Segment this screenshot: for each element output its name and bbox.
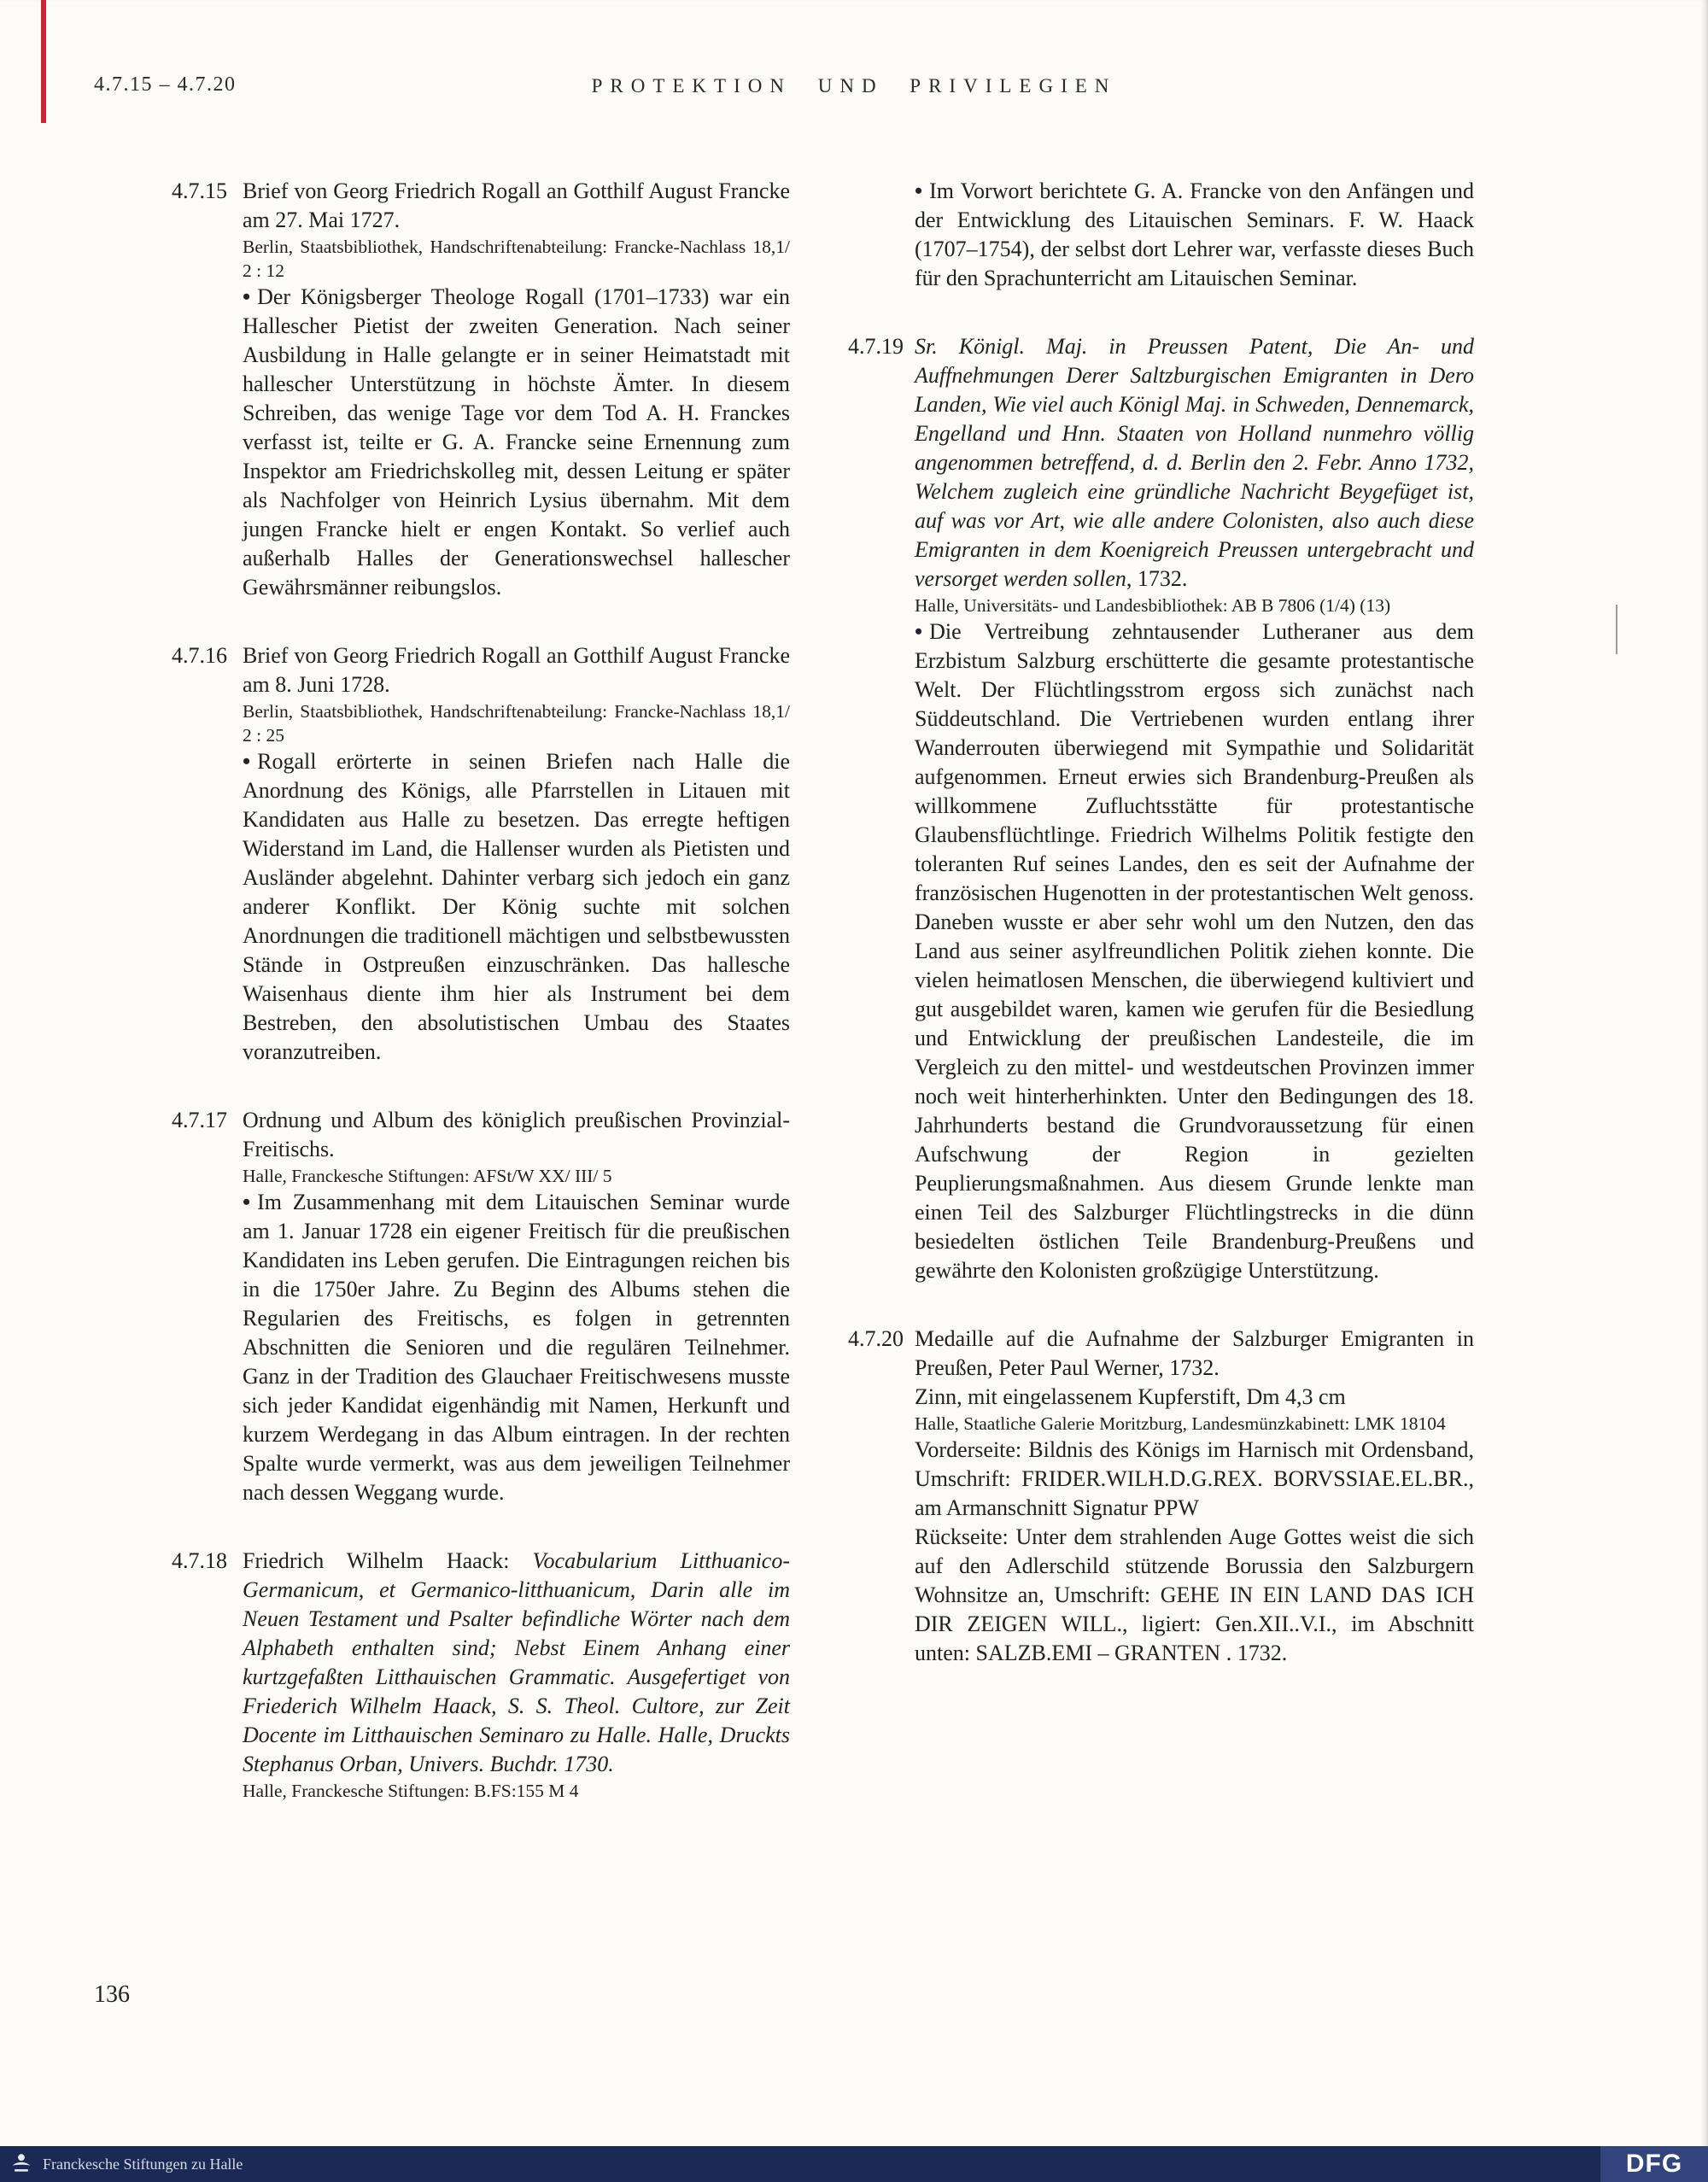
entry-comment	[243, 747, 790, 1067]
page-number: 136	[94, 1981, 130, 2008]
entry-comment-text: Im Vorwort berichtete G. A. Francke von den Anfängen und der Entwicklung des Litauischen Seminars. F. W. Haack (1707–1754), der selbst dort Lehrer war, verfasste dieses Buch für den Sprachunterricht am Litauischen Seminar.	[915, 178, 1474, 290]
entry-number: 4.7.15	[172, 178, 227, 203]
entry-obverse-description: Vorderseite: Bildnis des Königs im Harnisch mit Ordensband, Umschrift: FRIDER.WILH.D.G.REX. BORVSSIAE.EL.BR., am Armanschnitt Signatur PPW	[915, 1437, 1474, 1520]
entry-comment-text: Rogall erörterte in seinen Briefen nach Halle die Anordnung des Königs, alle Pfarrstellen in Litauen mit Kandidaten aus Halle zu besetzen. Das erregte heftigen Widerstand im Land, die Hallenser wurden als Pietisten und Ausländer abgelehnt. Dahinter verbarg sich jedoch ein ganz anderer Konflikt. Der König suchte mit solchen Anordnungen die traditionell mächtigen und selbstbewussten Stände in Ostpreußen einzuschränken. Das hallesche Waisenhaus diente ihm hier als Instrument bei dem Bestreben, den absolutistischen Umbau des Staates voranzutreiben.	[243, 749, 790, 1064]
entry-title: Ordnung und Album des königlich preußischen Provinzial-Freitischs.	[243, 1108, 790, 1161]
entry-title-italic: Sr. Königl. Maj. in Preussen Patent, Die An- und Auffnehmungen Derer Saltzburgischen Emigranten in Dero Landen, Wie viel auch Königl Maj. in Schweden, Dennemarck, Engelland und Hnn. Staaten von Holland nunmehro völlig angenommen betreffend, d. d. Berlin den 2. Febr. Anno 1732, Welchem zugleich eine gründliche Nachricht Beygefüget ist, auf was vor Art, wie alle andere Colonisten, also auch diese Emigranten in dem Koenigreich Preussen untergebracht und versorget werden sollen	[915, 334, 1474, 591]
right-margin-tick	[1616, 605, 1617, 654]
entry-number: 4.7.20	[848, 1326, 904, 1351]
entry-comment-text: Im Zusammenhang mit dem Litauischen Seminar wurde am 1. Januar 1728 ein eigener Freitisch für die preußischen Kandidaten ins Leben gerufen. Die Eintragungen reichen bis in die 1750er Jahre. Zu Beginn des Albums stehen die Regularien des Freitischs, es folgen in getrennten Abschnitten die Senioren und die regulären Teilnehmer. Ganz in der Tradition des Glauchaer Freitischwesens musste sich jeder Kandidat eigenhändig mit Namen, Herkunft und kurzem Werdegang in das Album eintragen. In der rechten Spalte wurde vermerkt, was aus dem jeweiligen Teilnehmer nach dessen Weggang wurde.	[243, 1190, 790, 1505]
entry-title-tail: , 1732.	[1126, 566, 1188, 591]
entry-body	[915, 332, 1474, 1285]
catalog-entry-4-7-15	[172, 177, 790, 602]
entry-source: Berlin, Staatsbibliothek, Handschriftenabteilung: Francke-Nachlass 18,1/ 2 : 25	[243, 701, 790, 746]
entry-title: Medaille auf die Aufnahme der Salzburger Emigranten in Preußen, Peter Paul Werner, 1732.	[915, 1326, 1474, 1380]
entry-body	[915, 1325, 1474, 1668]
franckesche-stiftungen-logo-icon	[9, 2150, 34, 2179]
entry-comment-text: Die Vertreibung zehntausender Lutheraner aus dem Erzbistum Salzburg erschütterte die gesamte protestantische Welt. Der Flüchtlingsstrom ergoss sich zunächst nach Süddeutschland. Die Vertriebenen wurden entlang ihrer Wanderrouten überwiegend mit Sympathie und Solidarität aufgenommen. Erneut erwies sich Brandenburg-Preußen als willkommene Zufluchtsstätte für protestantische Glaubensflüchtlinge. Friedrich Wilhelms Politik festigte den toleranten Ruf seines Landes, den es seit der Aufnahme der französischen Hugenotten in der protestantischen Welt genoss. Daneben wusste er aber sehr wohl um den Nutzen, den das Land aus seiner asylfreundlichen Politik ziehen konnte. Die vielen heimatlosen Menschen, die überwiegend kultiviert und gut ausgebildet waren, kamen wie gerufen für die Besiedlung und Entwicklung der preußischen Landesteile, die im Vergleich zu den mittel- und westdeutschen Provinzen immer noch weit hinterherhinkten. Unter den Bedingungen des 18. Jahrhunderts bestand die Grundvoraussetzung für einen Aufschwung der Region in gezielten Peuplierungsmaßnahmen. Aus diesem Grunde lenkte man einen Teil des Salzburger Flüchtlingstrecks in die dünn besiedelten östlichen Teile Brandenburg-Preußens und gewährte den Kolonisten großzügige Unterstützung.	[915, 619, 1474, 1283]
entry-title: Brief von Georg Friedrich Rogall an Gotthilf August Francke am 27. Mai 1727.	[243, 178, 790, 232]
entry-body	[915, 177, 1474, 293]
entry-comment-text: Der Königsberger Theologe Rogall (1701–1733) war ein Hallescher Pietist der zweiten Generation. Nach seiner Ausbildung in Halle gelangte er in seiner Heimatstadt mit hallescher Unterstützung in höchste Ämter. In diesem Schreiben, das wenige Tage vor dem Tod A. H. Franckes verfasst ist, teilte er G. A. Francke seine Ernennung zum Inspektor am Friedrichskolleg mit, dessen Leitung er später als Nachfolger von Heinrich Lysius übernahm. Mit dem jungen Francke hielt er engen Kontakt. So verlief auch außerhalb Halles der Generationswechsel hallescher Gewährsmänner reibungslos.	[243, 284, 790, 600]
bullet-marker: •	[243, 1190, 251, 1214]
entry-body	[243, 177, 790, 602]
entry-comment	[243, 1188, 790, 1507]
bullet-marker: •	[915, 619, 923, 644]
entry-reverse-description: Rückseite: Unter dem strahlenden Auge Gottes weist die sich auf den Adlerschild stützende Borussia den Salzburgern Wohnsitze an, Umschrift: GEHE IN EIN LAND DAS ICH DIR ZEIGEN WILL., ligiert: Gen.XII..V.I., im Abschnitt unten: SALZB.EMI – GRANTEN . 1732.	[915, 1524, 1474, 1665]
bullet-marker: •	[243, 749, 251, 774]
entry-body	[243, 1106, 790, 1507]
entry-title-roman: Friedrich Wilhelm Haack:	[243, 1548, 533, 1573]
catalog-entry-4-7-16	[172, 641, 790, 1067]
entry-comment	[915, 617, 1474, 1285]
right-column	[848, 177, 1474, 1668]
catalog-entry-4-7-19	[848, 332, 1474, 1285]
entry-source: Berlin, Staatsbibliothek, Handschriftenabteilung: Francke-Nachlass 18,1/ 2 : 12	[243, 237, 790, 281]
entry-material: Zinn, mit eingelassenem Kupferstift, Dm 4,3 cm	[915, 1384, 1346, 1409]
entry-number-empty	[848, 177, 915, 293]
footer-institution-label: Franckesche Stiftungen zu Halle	[43, 2155, 243, 2173]
entry-source: Halle, Staatliche Galerie Moritzburg, Landesmünzkabinett: LMK 18104	[915, 1413, 1446, 1434]
left-column	[172, 177, 790, 1803]
entry-title	[915, 332, 1474, 594]
entry-title: Brief von Georg Friedrich Rogall an Gotthilf August Francke am 8. Juni 1728.	[243, 643, 790, 697]
red-margin-mark	[41, 0, 46, 123]
catalog-entry-4-7-18-continued	[848, 177, 1474, 293]
entry-number: 4.7.18	[172, 1548, 227, 1573]
footer-bar	[0, 2146, 1708, 2182]
entry-number: 4.7.16	[172, 643, 227, 668]
running-head: PROTEKTION UND PRIVILEGIEN	[591, 75, 1117, 97]
catalog-entry-4-7-18	[172, 1547, 790, 1803]
entry-source: Halle, Franckesche Stiftungen: AFSt/W XX/ III/ 5	[243, 1166, 612, 1186]
catalog-entry-4-7-20	[848, 1325, 1474, 1668]
entry-body	[243, 641, 790, 1067]
entry-comment	[243, 283, 790, 602]
entry-range: 4.7.15 – 4.7.20	[94, 73, 237, 96]
entry-title	[243, 1547, 790, 1779]
catalog-entry-4-7-17	[172, 1106, 790, 1507]
entry-source: Halle, Universitäts- und Landesbibliothek: AB B 7806 (1/4) (13)	[915, 595, 1391, 616]
dfg-logo: DFG	[1600, 2146, 1708, 2182]
entry-comment	[915, 177, 1474, 293]
entry-number: 4.7.17	[172, 1108, 227, 1132]
entry-title-italic: Vocabularium Litthuanico-Germanicum, et Germanico-litthuanicum, Darin alle im Neuen Testament und Psalter befindliche Wörter nach dem Alphabeth enthalten sind; Nebst Einem Anhang einer kurtzgefaßten Litthauischen Grammatic. Ausgefertiget von Friederich Wilhelm Haack, S. S. Theol. Cultore, zur Zeit Docente im Litthauischen Seminaro zu Halle. Halle, Druckts Stephanus Orban, Univers. Buchdr. 1730.	[243, 1548, 791, 1776]
bullet-marker: •	[243, 284, 251, 309]
entry-number: 4.7.19	[848, 334, 904, 359]
entry-source: Halle, Franckesche Stiftungen: B.FS:155 M 4	[243, 1781, 579, 1801]
bullet-marker: •	[915, 178, 923, 203]
entry-body	[243, 1547, 790, 1803]
